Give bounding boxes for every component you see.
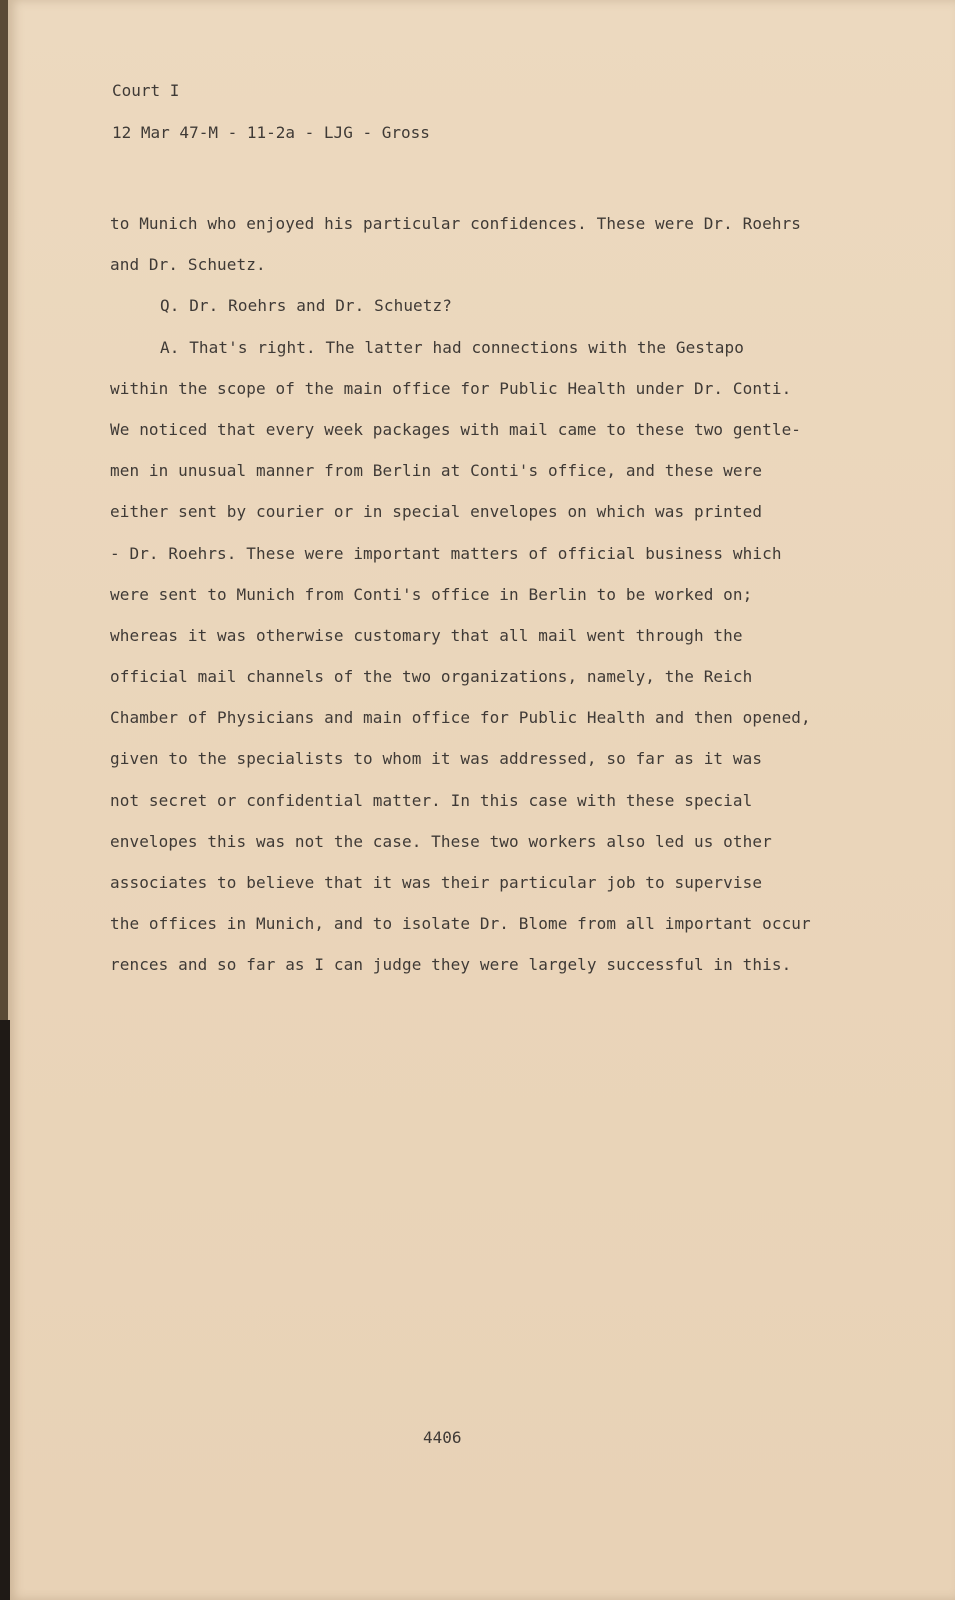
transcript-line: associates to believe that it was their particular job to supervise [110, 873, 763, 892]
transcript-line: envelopes this was not the case. These two workers also led us other [110, 831, 772, 851]
transcript-line: Chamber of Physicians and main office for Public Health and then opened, [110, 708, 811, 728]
transcript-line: - Dr. Roehrs. These were important matters of official business which [110, 543, 782, 563]
transcript-line: not secret or confidential matter. In this case with these special [110, 790, 753, 810]
transcript-line: the offices in Munich, and to isolate Dr. Blome from all important occur [110, 914, 811, 934]
page-number: 4406 [423, 1428, 462, 1447]
transcript-line: and Dr. Schuetz. [110, 255, 266, 275]
transcript-line: men in unusual manner from Berlin at Conti's office, and these were [110, 461, 763, 481]
transcript-body [110, 203, 850, 986]
answer-line: A. That's right. The latter had connections with the Gestapo [160, 337, 744, 357]
court-label: Court I [112, 81, 180, 100]
session-reference: 12 Mar 47-M - 11-2a - LJG - Gross [112, 123, 430, 142]
document-page [8, 0, 955, 1600]
binding-edge [0, 1020, 10, 1600]
transcript-line: rences and so far as I can judge they were largely successful in this. [110, 955, 792, 975]
transcript-line: to Munich who enjoyed his particular confidences. These were Dr. Roehrs [110, 214, 802, 233]
transcript-line: were sent to Munich from Conti's office in Berlin to be worked on; [110, 584, 753, 604]
transcript-line: whereas it was otherwise customary that all mail went through the [110, 625, 743, 645]
transcript-line: within the scope of the main office for Public Health under Dr. Conti. [110, 378, 792, 398]
transcript-line: given to the specialists to whom it was addressed, so far as it was [110, 749, 763, 769]
transcript-line: official mail channels of the two organizations, namely, the Reich [110, 667, 753, 687]
transcript-line: We noticed that every week packages with mail came to these two gentle- [110, 419, 802, 439]
transcript-line: either sent by courier or in special envelopes on which was printed [110, 502, 763, 522]
question-line: Q. Dr. Roehrs and Dr. Schuetz? [160, 296, 452, 316]
